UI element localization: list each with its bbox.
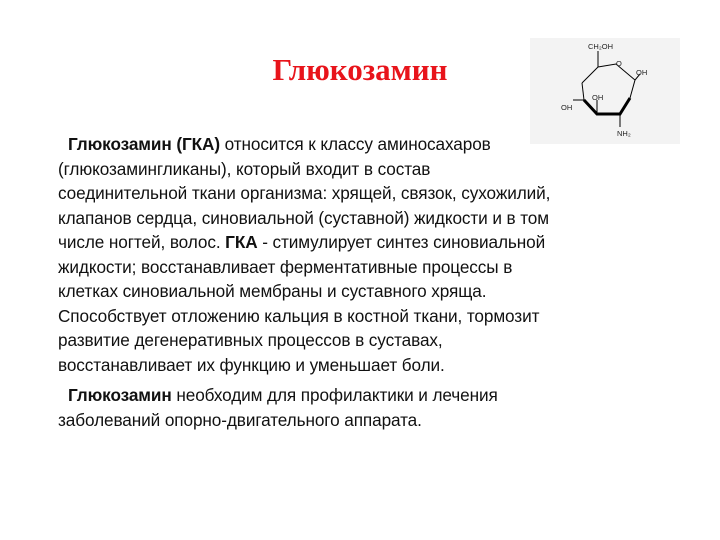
paragraph2-text: необходим для профилактики и лечения заболеваний опорно-двигательного аппарата.	[58, 385, 498, 430]
glucosamine-structure-svg	[530, 38, 680, 144]
glucosamine-structure-image	[530, 38, 680, 144]
ring-top-bonds	[598, 64, 635, 98]
ring-left-upper-bond	[582, 67, 598, 83]
paragraph-usage	[58, 383, 558, 432]
ring-left-bond	[582, 83, 584, 100]
slide-title: Глюкозамин	[272, 52, 448, 87]
label-oh-inner: OH	[592, 93, 604, 102]
label-ch2oh: CH₂OH	[588, 42, 613, 51]
paragraph1-bold-term: Глюкозамин (ГКА)	[68, 134, 220, 154]
paragraph1-text-part1: относится к классу аминосахаров (глюкозамингликаны), который входит в состав соединительной ткани организма: хрящей, связок, сухожилий, клапанов сердца, синовиальной (суставной) жидкости и в том числе ногтей, волос.	[58, 134, 551, 252]
body-text	[58, 132, 558, 432]
label-oh-right: OH	[636, 68, 648, 77]
label-oh-left: OH	[561, 103, 573, 112]
paragraph-description	[58, 132, 558, 377]
paragraph1-bold-abbrev: ГКА	[225, 232, 258, 252]
paragraph2-bold-term: Глюкозамин	[68, 385, 172, 405]
ring-bold-bonds	[584, 98, 630, 114]
label-nh2: NH₂	[617, 129, 631, 138]
paragraph1-text-part2: - стимулирует синтез синовиальной жидкости; восстанавливает ферментативные процессы в клетках синовиальной мембраны и суставного хряща. Способствует отложению кальция в костной ткани, тормозит развитие дегенеративных процессов в суставах, восстанавливает их функцию и уменьшает боли.	[58, 232, 546, 375]
label-ring-oxygen: O	[616, 59, 622, 68]
